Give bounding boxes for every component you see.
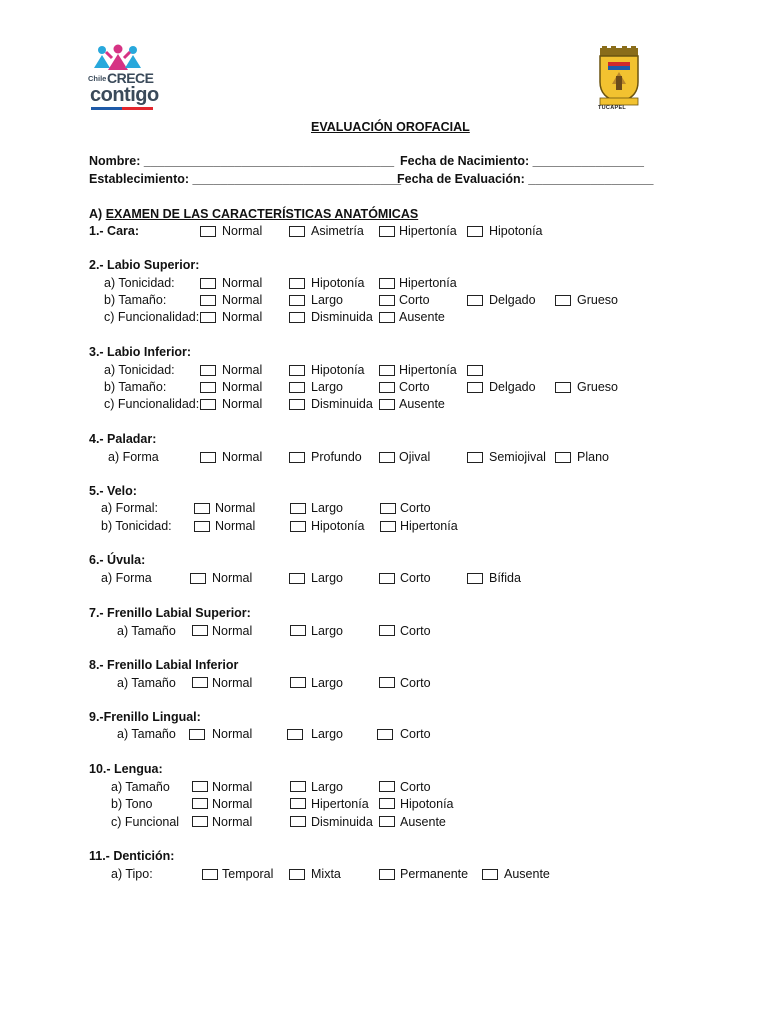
denticion-ausente-label: Ausente bbox=[504, 867, 550, 881]
lengua-tono-label: b) Tono bbox=[111, 797, 153, 811]
li-tamano-corto-label: Corto bbox=[399, 380, 430, 394]
frenillo-inf-normal-label: Normal bbox=[212, 676, 253, 690]
lengua-tamano-label: a) Tamaño bbox=[111, 780, 170, 794]
denticion-mixta-checkbox[interactable] bbox=[289, 869, 305, 880]
lengua-tono-normal-checkbox[interactable] bbox=[192, 798, 208, 809]
paladar-semiojival-checkbox[interactable] bbox=[467, 452, 483, 463]
frenillo-lingual-corto-label: Corto bbox=[400, 727, 431, 741]
ls-tonicidad-normal-label: Normal bbox=[222, 276, 263, 290]
labio-superior-tamano-label: b) Tamaño: bbox=[104, 293, 167, 307]
li-func-disminuida-checkbox[interactable] bbox=[289, 399, 305, 410]
frenillo-sup-largo-checkbox[interactable] bbox=[290, 625, 306, 636]
li-tonicidad-normal-label: Normal bbox=[222, 363, 263, 377]
labio-superior-funcionalidad-label: c) Funcionalidad: bbox=[104, 310, 200, 324]
uvula-normal-checkbox[interactable] bbox=[190, 573, 206, 584]
ls-tamano-normal-label: Normal bbox=[222, 293, 263, 307]
logo-tucapel-text: TUCAPEL bbox=[598, 105, 627, 111]
frenillo-inf-corto-label: Corto bbox=[400, 676, 431, 690]
ls-tamano-delgado-label: Delgado bbox=[489, 293, 536, 307]
li-tonicidad-hipertonia-label: Hipertonía bbox=[399, 363, 457, 377]
lengua-funcional-ausente-label: Ausente bbox=[400, 815, 446, 829]
paladar-normal-checkbox[interactable] bbox=[200, 452, 216, 463]
frenillo-inf-tamano-label: a) Tamaño bbox=[117, 676, 176, 690]
lengua-tono-hipertonia-checkbox[interactable] bbox=[290, 798, 306, 809]
li-func-normal-label: Normal bbox=[222, 397, 263, 411]
li-func-ausente-label: Ausente bbox=[399, 397, 445, 411]
fecha-evaluacion-field[interactable]: Fecha de Evaluación: __________________ bbox=[397, 172, 654, 186]
lengua-funcional-disminuida-label: Disminuida bbox=[311, 815, 373, 829]
cara-hipotonia-label: Hipotonía bbox=[489, 224, 543, 238]
frenillo-lingual-corto-checkbox[interactable] bbox=[377, 729, 393, 740]
uvula-forma-label: a) Forma bbox=[101, 571, 152, 585]
cara-hipertonia-checkbox[interactable] bbox=[379, 226, 395, 237]
velo-tonicidad-hipotonia-label: Hipotonía bbox=[311, 519, 365, 533]
section-a-title: EXAMEN DE LAS CARACTERÍSTICAS ANATÓMICAS bbox=[105, 207, 419, 221]
ls-tamano-corto-label: Corto bbox=[399, 293, 430, 307]
li-tonicidad-normal-checkbox[interactable] bbox=[200, 365, 216, 376]
ls-func-ausente-checkbox[interactable] bbox=[379, 312, 395, 323]
cara-hipotonia-checkbox[interactable] bbox=[467, 226, 483, 237]
velo-formal-normal-checkbox[interactable] bbox=[194, 503, 210, 514]
ls-func-disminuida-checkbox[interactable] bbox=[289, 312, 305, 323]
frenillo-lingual-tamano-label: a) Tamaño bbox=[117, 727, 176, 741]
section-a-prefix: A) bbox=[89, 207, 103, 221]
ls-tamano-normal-checkbox[interactable] bbox=[200, 295, 216, 306]
denticion-tipo-label: a) Tipo: bbox=[111, 867, 153, 881]
lengua-tono-hipotonia-label: Hipotonía bbox=[400, 797, 454, 811]
denticion-mixta-label: Mixta bbox=[311, 867, 341, 881]
lengua-funcional-disminuida-checkbox[interactable] bbox=[290, 816, 306, 827]
labio-inferior-funcionalidad-label: c) Funcionalidad: bbox=[104, 397, 200, 411]
ls-tonicidad-hipotonia-label: Hipotonía bbox=[311, 276, 365, 290]
li-func-ausente-checkbox[interactable] bbox=[379, 399, 395, 410]
fecha-nacimiento-field[interactable]: Fecha de Nacimiento: ________________ bbox=[400, 154, 644, 168]
li-tonicidad-hipotonia-checkbox[interactable] bbox=[289, 365, 305, 376]
ls-tamano-grueso-label: Grueso bbox=[577, 293, 618, 307]
logo-crece-text: CRECE bbox=[107, 70, 154, 86]
labio-superior-label: 2.- Labio Superior: bbox=[89, 258, 200, 272]
ls-tonicidad-hipotonia-checkbox[interactable] bbox=[289, 278, 305, 289]
li-tamano-grueso-label: Grueso bbox=[577, 380, 618, 394]
frenillo-lingual-largo-checkbox[interactable] bbox=[287, 729, 303, 740]
uvula-largo-checkbox[interactable] bbox=[289, 573, 305, 584]
establecimiento-field[interactable]: Establecimiento: ______________________________ bbox=[89, 172, 402, 186]
frenillo-sup-corto-checkbox[interactable] bbox=[379, 625, 395, 636]
velo-formal-corto-checkbox[interactable] bbox=[380, 503, 396, 514]
frenillo-sup-label: 7.- Frenillo Labial Superior: bbox=[89, 606, 251, 620]
section-a-header bbox=[89, 207, 418, 221]
lengua-tamano-corto-label: Corto bbox=[400, 780, 431, 794]
frenillo-inf-normal-checkbox[interactable] bbox=[192, 677, 208, 688]
paladar-profundo-label: Profundo bbox=[311, 450, 362, 464]
labio-superior-tonicidad-label: a) Tonicidad: bbox=[104, 276, 175, 290]
lengua-tono-hipertonia-label: Hipertonía bbox=[311, 797, 369, 811]
frenillo-inf-largo-checkbox[interactable] bbox=[290, 677, 306, 688]
lengua-funcional-ausente-checkbox[interactable] bbox=[379, 816, 395, 827]
ls-tamano-corto-checkbox[interactable] bbox=[379, 295, 395, 306]
velo-formal-normal-label: Normal bbox=[215, 501, 256, 515]
lengua-funcional-normal-checkbox[interactable] bbox=[192, 816, 208, 827]
ls-func-normal-checkbox[interactable] bbox=[200, 312, 216, 323]
frenillo-lingual-largo-label: Largo bbox=[311, 727, 343, 741]
denticion-permanente-label: Permanente bbox=[400, 867, 469, 881]
frenillo-inf-largo-label: Largo bbox=[311, 676, 343, 690]
lengua-funcional-label: c) Funcional bbox=[111, 815, 180, 829]
paladar-ojival-label: Ojival bbox=[399, 450, 431, 464]
cara-asimetria-checkbox[interactable] bbox=[289, 226, 305, 237]
ls-tamano-grueso-checkbox[interactable] bbox=[555, 295, 571, 306]
ls-tonicidad-normal-checkbox[interactable] bbox=[200, 278, 216, 289]
lengua-tamano-normal-checkbox[interactable] bbox=[192, 781, 208, 792]
denticion-temporal-checkbox[interactable] bbox=[202, 869, 218, 880]
lengua-tamano-largo-label: Largo bbox=[311, 780, 343, 794]
uvula-label: 6.- Úvula: bbox=[89, 553, 146, 567]
velo-tonicidad-normal-label: Normal bbox=[215, 519, 256, 533]
cara-label: 1.- Cara: bbox=[89, 224, 140, 238]
frenillo-inf-label: 8.- Frenillo Labial Inferior bbox=[89, 658, 239, 672]
lengua-tamano-corto-checkbox[interactable] bbox=[379, 781, 395, 792]
denticion-label: 11.- Dentición: bbox=[89, 849, 175, 863]
cara-hipertonia-label: Hipertonía bbox=[399, 224, 457, 238]
velo-tonicidad-normal-checkbox[interactable] bbox=[194, 521, 210, 532]
velo-tonicidad-label: b) Tonicidad: bbox=[101, 519, 172, 533]
lengua-label: 10.- Lengua: bbox=[89, 762, 163, 776]
li-func-disminuida-label: Disminuida bbox=[311, 397, 373, 411]
ls-func-disminuida-label: Disminuida bbox=[311, 310, 373, 324]
velo-formal-largo-label: Largo bbox=[311, 501, 343, 515]
li-func-normal-checkbox[interactable] bbox=[200, 399, 216, 410]
li-tonicidad-hipotonia-label: Hipotonía bbox=[311, 363, 365, 377]
denticion-permanente-checkbox[interactable] bbox=[379, 869, 395, 880]
uvula-normal-label: Normal bbox=[212, 571, 253, 585]
tucapel-coat-of-arms-logo bbox=[596, 46, 642, 114]
frenillo-sup-normal-checkbox[interactable] bbox=[192, 625, 208, 636]
paladar-profundo-checkbox[interactable] bbox=[289, 452, 305, 463]
paladar-label: 4.- Paladar: bbox=[89, 432, 157, 446]
logo-chile-text: Chile bbox=[88, 74, 107, 83]
lengua-tono-normal-label: Normal bbox=[212, 797, 253, 811]
uvula-bifida-label: Bífida bbox=[489, 571, 521, 585]
ls-tamano-delgado-checkbox[interactable] bbox=[467, 295, 483, 306]
li-tamano-largo-label: Largo bbox=[311, 380, 343, 394]
page-title: EVALUACIÓN OROFACIAL bbox=[311, 120, 470, 134]
paladar-normal-label: Normal bbox=[222, 450, 263, 464]
uvula-corto-checkbox[interactable] bbox=[379, 573, 395, 584]
velo-tonicidad-hipertonia-checkbox[interactable] bbox=[380, 521, 396, 532]
li-tonicidad-extra-checkbox[interactable] bbox=[467, 365, 483, 376]
uvula-corto-label: Corto bbox=[400, 571, 431, 585]
ls-tonicidad-hipertonia-checkbox[interactable] bbox=[379, 278, 395, 289]
frenillo-sup-largo-label: Largo bbox=[311, 624, 343, 638]
lengua-tamano-largo-checkbox[interactable] bbox=[290, 781, 306, 792]
ls-tamano-largo-checkbox[interactable] bbox=[289, 295, 305, 306]
coat-of-arms-icon bbox=[596, 46, 642, 106]
frenillo-lingual-normal-checkbox[interactable] bbox=[189, 729, 205, 740]
cara-normal-checkbox[interactable] bbox=[200, 226, 216, 237]
denticion-temporal-label: Temporal bbox=[222, 867, 274, 881]
li-tamano-normal-label: Normal bbox=[222, 380, 263, 394]
nombre-field[interactable]: Nombre: ____________________________________ bbox=[89, 154, 395, 168]
lengua-tamano-normal-label: Normal bbox=[212, 780, 253, 794]
logo-flag-stripe bbox=[91, 107, 153, 110]
velo-tonicidad-hipertonia-label: Hipertonía bbox=[400, 519, 458, 533]
ls-tamano-largo-label: Largo bbox=[311, 293, 343, 307]
labio-inferior-tonicidad-label: a) Tonicidad: bbox=[104, 363, 175, 377]
li-tamano-normal-checkbox[interactable] bbox=[200, 382, 216, 393]
li-tamano-delgado-label: Delgado bbox=[489, 380, 536, 394]
paladar-semiojival-label: Semiojival bbox=[489, 450, 546, 464]
velo-formal-label: a) Formal: bbox=[101, 501, 158, 515]
paladar-ojival-checkbox[interactable] bbox=[379, 452, 395, 463]
chile-crece-contigo-logo bbox=[88, 44, 160, 112]
li-tamano-largo-checkbox[interactable] bbox=[289, 382, 305, 393]
labio-inferior-tamano-label: b) Tamaño: bbox=[104, 380, 167, 394]
frenillo-lingual-normal-label: Normal bbox=[212, 727, 253, 741]
labio-inferior-label: 3.- Labio Inferior: bbox=[89, 345, 192, 359]
paladar-forma-label: a) Forma bbox=[108, 450, 159, 464]
paladar-plano-checkbox[interactable] bbox=[555, 452, 571, 463]
ls-func-ausente-label: Ausente bbox=[399, 310, 445, 324]
lengua-funcional-normal-label: Normal bbox=[212, 815, 253, 829]
frenillo-sup-normal-label: Normal bbox=[212, 624, 253, 638]
frenillo-sup-tamano-label: a) Tamaño bbox=[117, 624, 176, 638]
velo-formal-corto-label: Corto bbox=[400, 501, 431, 515]
velo-label: 5.- Velo: bbox=[89, 484, 137, 498]
logo-contigo-text: contigo bbox=[90, 84, 159, 106]
velo-formal-largo-checkbox[interactable] bbox=[290, 503, 306, 514]
ls-func-normal-label: Normal bbox=[222, 310, 263, 324]
li-tamano-grueso-checkbox[interactable] bbox=[555, 382, 571, 393]
frenillo-sup-corto-label: Corto bbox=[400, 624, 431, 638]
lengua-tono-hipotonia-checkbox[interactable] bbox=[379, 798, 395, 809]
cara-normal-label: Normal bbox=[222, 224, 263, 238]
frenillo-lingual-label: 9.-Frenillo Lingual: bbox=[89, 710, 201, 724]
li-tamano-delgado-checkbox[interactable] bbox=[467, 382, 483, 393]
uvula-largo-label: Largo bbox=[311, 571, 343, 585]
uvula-bifida-checkbox[interactable] bbox=[467, 573, 483, 584]
velo-tonicidad-hipotonia-checkbox[interactable] bbox=[290, 521, 306, 532]
denticion-ausente-checkbox[interactable] bbox=[482, 869, 498, 880]
cara-asimetria-label: Asimetría bbox=[311, 224, 364, 238]
li-tamano-corto-checkbox[interactable] bbox=[379, 382, 395, 393]
frenillo-inf-corto-checkbox[interactable] bbox=[379, 677, 395, 688]
paladar-plano-label: Plano bbox=[577, 450, 609, 464]
li-tonicidad-hipertonia-checkbox[interactable] bbox=[379, 365, 395, 376]
ls-tonicidad-hipertonia-label: Hipertonía bbox=[399, 276, 457, 290]
